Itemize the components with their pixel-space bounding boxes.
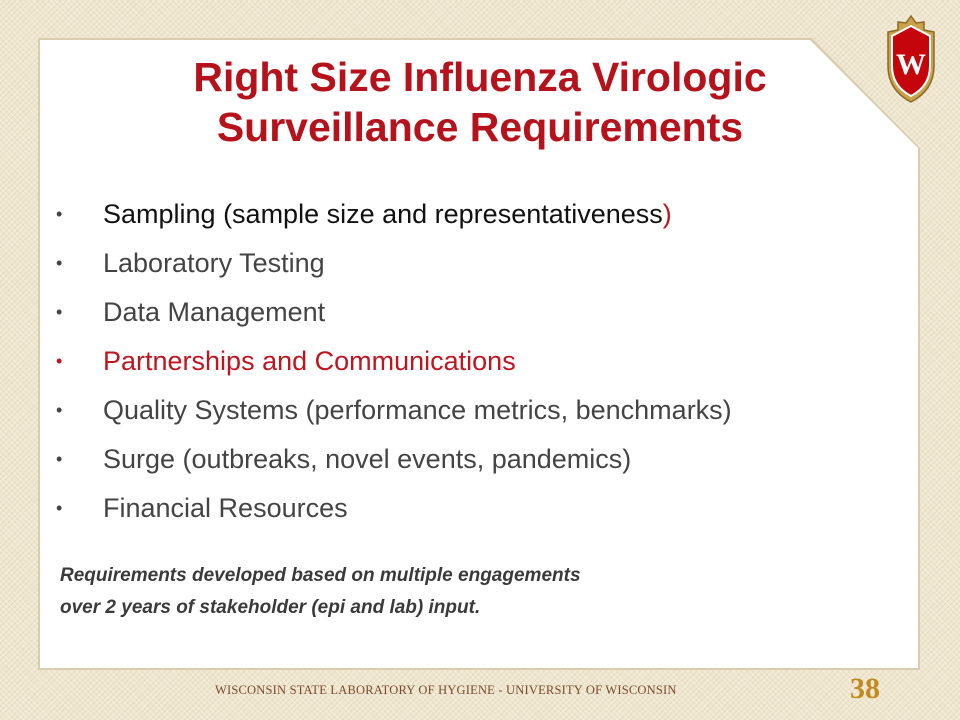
- slide-title-line-2: Surveillance Requirements: [216, 104, 744, 150]
- list-item: [56, 386, 732, 435]
- footer-org: WISCONSIN STATE LABORATORY OF HYGIENE - UNIVERSITY OF WISCONSIN: [215, 683, 677, 697]
- crest-letter: W: [896, 48, 926, 81]
- list-item-text: Quality Systems (performance metrics, benchmarks): [103, 395, 732, 425]
- list-item-text: Financial Resources: [103, 493, 348, 523]
- footnote-line-2: over 2 years of stakeholder (epi and lab) input.: [60, 597, 481, 618]
- list-item-text: Laboratory Testing: [103, 248, 325, 278]
- requirements-list: [56, 190, 732, 533]
- list-item-text: Sampling (sample size and representativeness: [103, 199, 663, 229]
- bullet-icon: •: [56, 204, 63, 224]
- list-item-suffix: ): [662, 199, 672, 229]
- list-item: [56, 484, 732, 533]
- page-number: 38: [850, 672, 880, 705]
- bullet-icon: •: [56, 351, 63, 371]
- list-item-text: Data Management: [103, 297, 326, 327]
- list-item: [56, 190, 732, 239]
- slide-title-line-1: Right Size Influenza Virologic: [193, 54, 767, 100]
- list-item: [56, 337, 732, 386]
- footnote-line-1: Requirements developed based on multiple engagements: [60, 565, 581, 586]
- bullet-icon: •: [56, 400, 63, 420]
- list-item: [56, 435, 732, 484]
- list-item: [56, 288, 732, 337]
- slide-title: [60, 52, 900, 152]
- bullet-icon: •: [56, 449, 63, 469]
- bullet-icon: •: [56, 253, 63, 273]
- bullet-icon: •: [56, 302, 63, 322]
- uw-crest-icon: [880, 14, 942, 106]
- list-item-text: Surge (outbreaks, novel events, pandemics): [103, 444, 632, 474]
- list-item-text: Partnerships and Communications: [103, 346, 516, 376]
- footnote: [60, 560, 581, 624]
- list-item: [56, 239, 732, 288]
- bullet-icon: •: [56, 498, 63, 518]
